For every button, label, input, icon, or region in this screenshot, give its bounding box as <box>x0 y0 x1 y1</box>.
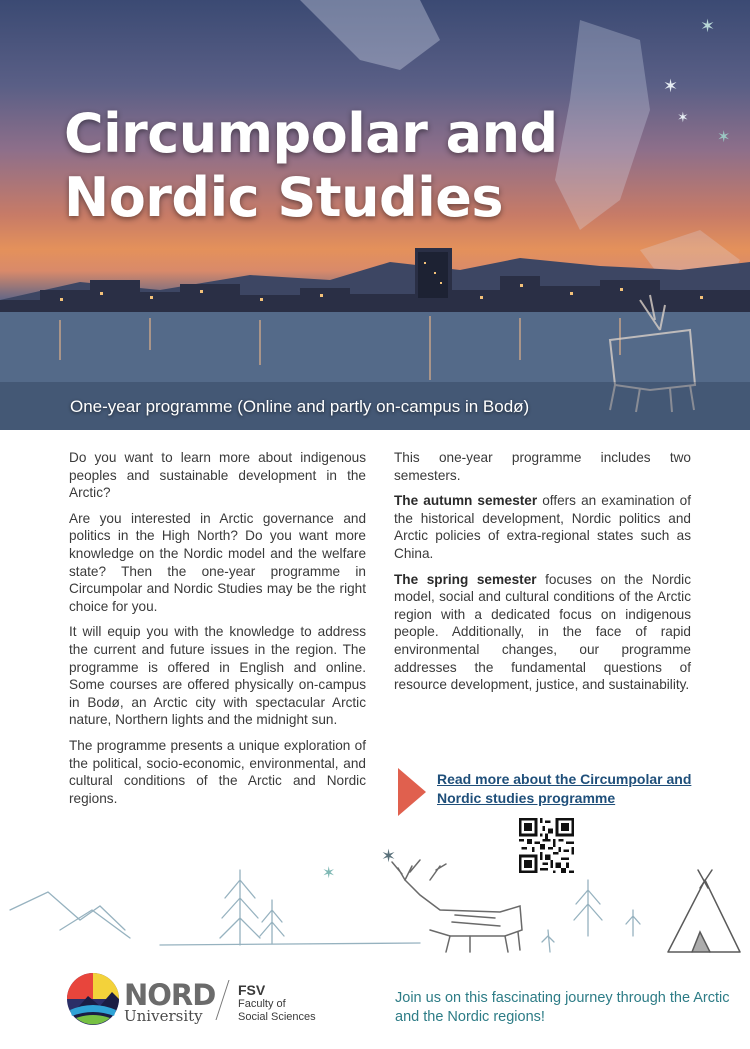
svg-text:✶: ✶ <box>322 863 336 882</box>
spring-text: focuses on the Nordic model, social and cultural conditions of the Arctic region with a dedicated focus on indigenous people. Additionally, in the face of rapid environmental changes, our programme addresses the fundamental questions of resource development, justice, and sustainability. <box>394 571 691 693</box>
page-title <box>64 102 704 230</box>
right-column <box>394 449 691 702</box>
nord-wordmark: NORD <box>124 978 216 1012</box>
fsv-label: FSV <box>238 982 266 998</box>
svg-text:✶: ✶ <box>717 127 731 146</box>
join-tagline: Join us on this fascinating journey through the Arctic and the Nordic regions! <box>395 990 730 1025</box>
faculty-line-1: Faculty of <box>238 998 286 1010</box>
arrow-right-icon <box>396 766 428 818</box>
autumn-text: offers an examination of the historical development, Nordic politics and Arctic policies of extra-regional states such as China. <box>394 493 691 561</box>
paragraph: This one-year programme includes two semesters. <box>394 450 691 483</box>
spring-label: The spring semester <box>394 571 537 587</box>
left-column <box>69 449 366 815</box>
paragraph: Are you interested in Arctic governance and politics in the High North? Do you want more knowledge on the Nordic model and the welfare state? Then the one-year programme in Circumpolar and Nordic Studies may be the right choice for you. <box>69 510 366 614</box>
autumn-paragraph <box>394 492 691 562</box>
svg-text:✶: ✶ <box>700 16 716 37</box>
nord-logo-icon <box>66 972 120 1026</box>
svg-text:✶: ✶ <box>663 76 679 97</box>
paragraph: Do you want to learn more about indigenous peoples and sustainable development in the Arctic? <box>69 450 366 501</box>
svg-text:✶: ✶ <box>381 846 397 867</box>
logo-divider <box>216 980 230 1020</box>
autumn-label: The autumn semester <box>394 493 538 509</box>
title-line-1: Circumpolar and <box>64 102 558 165</box>
faculty-line-2: Social Sciences <box>238 1011 316 1023</box>
svg-text:✶: ✶ <box>677 110 689 126</box>
hero-banner <box>0 0 750 430</box>
read-more-link[interactable]: Read more about the Circumpolar and Nordic studies programme <box>437 771 692 806</box>
page-subtitle: One-year programme (Online and partly on-campus in Bodø) <box>70 397 530 416</box>
title-line-2: Nordic Studies <box>64 166 503 229</box>
arctic-sketch-illustration <box>0 840 750 960</box>
paragraph: It will equip you with the knowledge to address the current and future issues in the region. The programme is offered in English and online. Some courses are offered physically on-campus in Bodø, an Arctic city with spectacular Arctic nature, Northern lights and the midnight sun. <box>69 624 366 728</box>
paragraph: The programme presents a unique exploration of the political, socio-economic, environmental, and cultural conditions of the Arctic and Nordic regions. <box>69 737 366 806</box>
university-wordmark: University <box>124 1007 203 1025</box>
spring-paragraph <box>394 571 691 694</box>
